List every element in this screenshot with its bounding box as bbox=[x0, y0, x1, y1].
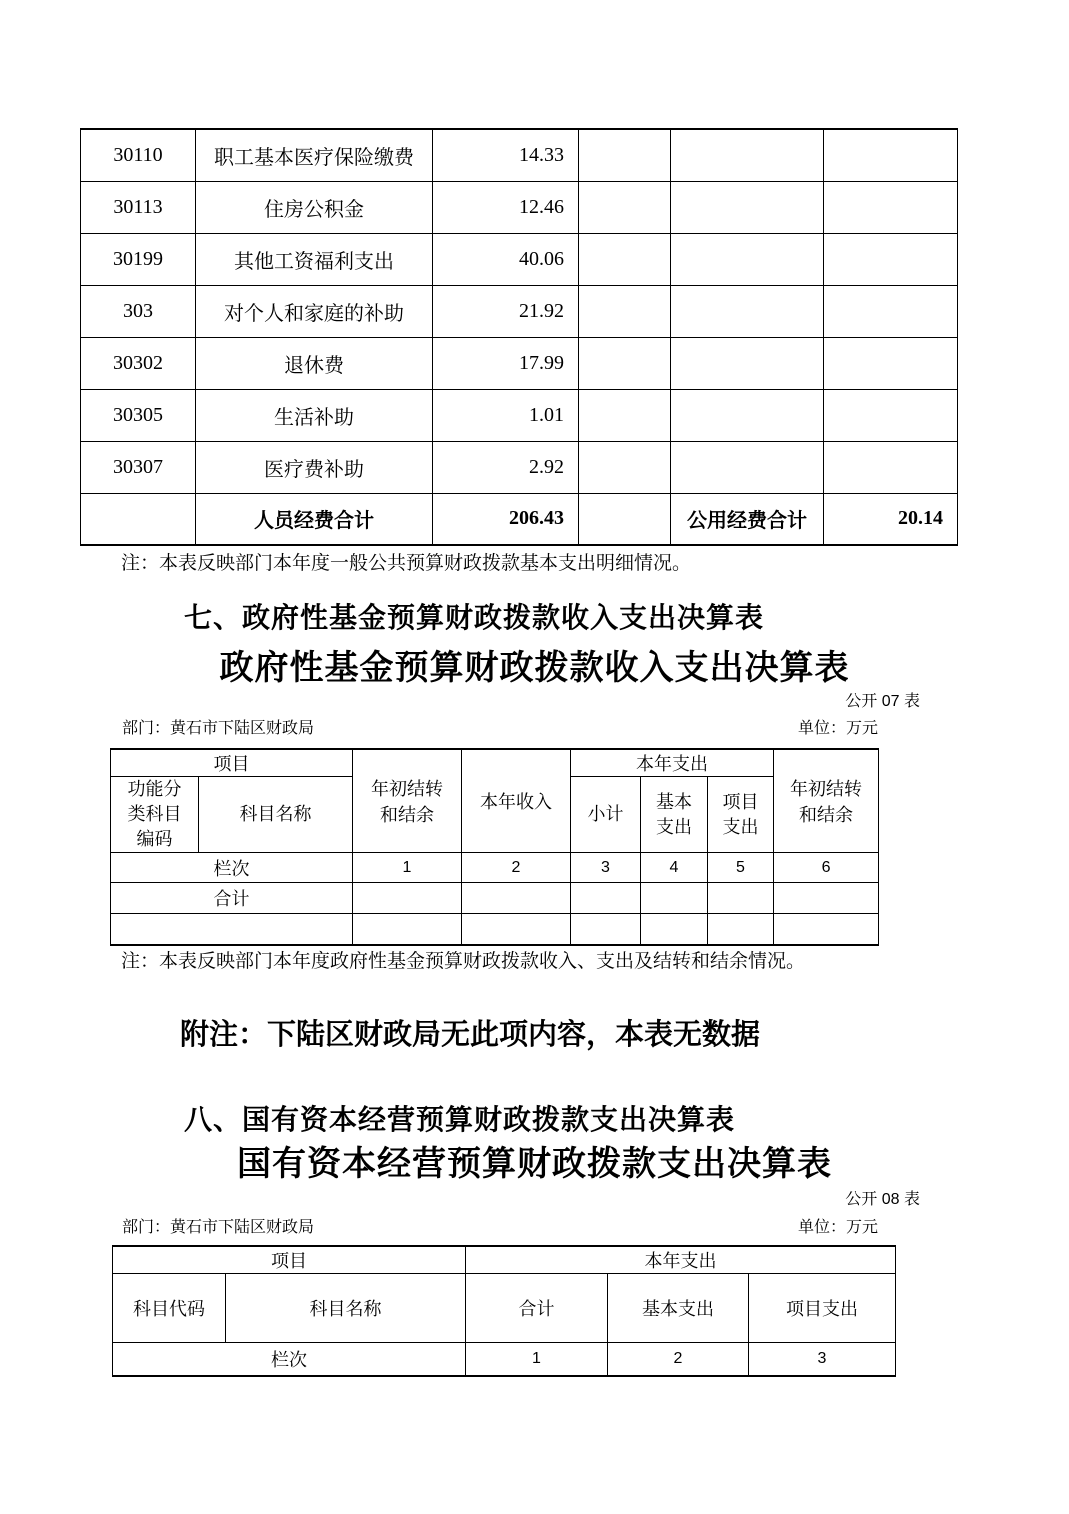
empty-cell bbox=[579, 441, 671, 493]
empty-cell bbox=[824, 441, 958, 493]
header-row-2 bbox=[113, 1274, 896, 1343]
table-row bbox=[81, 233, 958, 285]
empty-cell bbox=[579, 129, 671, 181]
empty-cell bbox=[579, 233, 671, 285]
subject-name: 职工基本医疗保险缴费 bbox=[196, 129, 433, 181]
empty-cell bbox=[579, 389, 671, 441]
subject-value: 2.92 bbox=[433, 441, 579, 493]
section8-heading: 八、国有资本经营预算财政拨款支出决算表 bbox=[184, 1104, 736, 1135]
subject-code: 30199 bbox=[81, 233, 196, 285]
column-number: 2 bbox=[608, 1343, 749, 1376]
project-expense-header: 项目支出 bbox=[708, 777, 774, 853]
section8-meta-row bbox=[122, 1214, 878, 1237]
table-row bbox=[81, 389, 958, 441]
empty-row bbox=[111, 914, 879, 945]
subject-code: 30113 bbox=[81, 181, 196, 233]
empty-cell bbox=[462, 914, 571, 945]
subtotal-header: 小计 bbox=[571, 777, 641, 853]
unit-label: 单位：万元 bbox=[797, 720, 878, 737]
empty-cell bbox=[824, 389, 958, 441]
subject-code: 30305 bbox=[81, 389, 196, 441]
empty-cell bbox=[571, 883, 641, 914]
column-number: 1 bbox=[466, 1343, 608, 1376]
table-row bbox=[81, 337, 958, 389]
personnel-total-label: 人员经费合计 bbox=[196, 493, 433, 545]
empty-cell bbox=[824, 129, 958, 181]
total-row bbox=[111, 883, 879, 914]
unit-label: 单位：万元 bbox=[797, 1219, 878, 1236]
project-header: 项目 bbox=[111, 749, 353, 777]
subject-value: 14.33 bbox=[433, 129, 579, 181]
public-total-value: 20.14 bbox=[824, 493, 958, 545]
annotation-no-data: 附注：下陆区财政局无此项内容，本表无数据 bbox=[180, 1019, 761, 1051]
section7-heading: 七、政府性基金预算财政拨款收入支出决算表 bbox=[184, 602, 765, 633]
empty-cell bbox=[774, 914, 879, 945]
table-row bbox=[81, 441, 958, 493]
empty-cell bbox=[81, 493, 196, 545]
empty-cell bbox=[671, 337, 824, 389]
subject-name: 住房公积金 bbox=[196, 181, 433, 233]
basic-expenditure-table bbox=[80, 128, 958, 546]
column-number: 3 bbox=[749, 1343, 896, 1376]
column-index-row bbox=[113, 1343, 896, 1376]
basic-expense-header: 基本支出 bbox=[641, 777, 708, 853]
current-expense-header: 本年支出 bbox=[466, 1246, 896, 1274]
government-fund-table bbox=[110, 748, 879, 946]
empty-cell bbox=[579, 493, 671, 545]
subject-code-header: 科目代码 bbox=[113, 1274, 226, 1343]
table-row bbox=[81, 285, 958, 337]
table-row bbox=[81, 129, 958, 181]
empty-cell bbox=[671, 233, 824, 285]
lanci-label: 栏次 bbox=[113, 1343, 466, 1376]
opening-balance-header: 年初结转和结余 bbox=[353, 749, 462, 853]
empty-cell bbox=[671, 181, 824, 233]
total-header: 合计 bbox=[466, 1274, 608, 1343]
empty-cell bbox=[111, 914, 353, 945]
empty-cell bbox=[708, 914, 774, 945]
empty-cell bbox=[671, 129, 824, 181]
empty-cell bbox=[641, 914, 708, 945]
current-income-header: 本年收入 bbox=[462, 749, 571, 853]
subject-name: 医疗费补助 bbox=[196, 441, 433, 493]
subject-code: 303 bbox=[81, 285, 196, 337]
subject-name-header: 科目名称 bbox=[226, 1274, 466, 1343]
public-total-label: 公用经费合计 bbox=[671, 493, 824, 545]
column-number: 1 bbox=[353, 853, 462, 883]
section8-table-label: 公开 08 表 bbox=[845, 1191, 920, 1208]
totals-row bbox=[81, 493, 958, 545]
empty-cell bbox=[671, 441, 824, 493]
header-row-1 bbox=[113, 1246, 896, 1274]
department-label: 部门：黄石市下陆区财政局 bbox=[122, 720, 315, 737]
current-expense-header: 本年支出 bbox=[571, 749, 774, 777]
basic-expense-header: 基本支出 bbox=[608, 1274, 749, 1343]
project-header: 项目 bbox=[113, 1246, 466, 1274]
column-number: 6 bbox=[774, 853, 879, 883]
table1-note: 注：本表反映部门本年度一般公共预算财政拨款基本支出明细情况。 bbox=[121, 553, 692, 574]
subject-name: 其他工资福利支出 bbox=[196, 233, 433, 285]
empty-cell bbox=[824, 181, 958, 233]
empty-cell bbox=[824, 337, 958, 389]
column-number: 5 bbox=[708, 853, 774, 883]
function-code-header: 功能分类科目编码 bbox=[111, 777, 199, 853]
empty-cell bbox=[708, 883, 774, 914]
total-label: 合计 bbox=[111, 883, 353, 914]
section7-meta-row bbox=[122, 715, 878, 738]
empty-cell bbox=[579, 337, 671, 389]
empty-cell bbox=[641, 883, 708, 914]
column-index-row bbox=[111, 853, 879, 883]
closing-balance-header: 年初结转和结余 bbox=[774, 749, 879, 853]
empty-cell bbox=[824, 233, 958, 285]
header-row-1 bbox=[111, 749, 879, 777]
subject-value: 12.46 bbox=[433, 181, 579, 233]
empty-cell bbox=[462, 883, 571, 914]
column-number: 2 bbox=[462, 853, 571, 883]
subject-name: 生活补助 bbox=[196, 389, 433, 441]
subject-name: 对个人和家庭的补助 bbox=[196, 285, 433, 337]
lanci-label: 栏次 bbox=[111, 853, 353, 883]
empty-cell bbox=[774, 883, 879, 914]
subject-code: 30302 bbox=[81, 337, 196, 389]
empty-cell bbox=[571, 914, 641, 945]
empty-cell bbox=[671, 389, 824, 441]
empty-cell bbox=[579, 285, 671, 337]
subject-code: 30110 bbox=[81, 129, 196, 181]
table-row bbox=[81, 181, 958, 233]
project-expense-header: 项目支出 bbox=[749, 1274, 896, 1343]
section7-table-title: 政府性基金预算财政拨款收入支出决算表 bbox=[219, 649, 850, 687]
empty-cell bbox=[579, 181, 671, 233]
empty-cell bbox=[353, 914, 462, 945]
column-number: 4 bbox=[641, 853, 708, 883]
subject-name: 退休费 bbox=[196, 337, 433, 389]
table2-note: 注：本表反映部门本年度政府性基金预算财政拨款收入、支出及结转和结余情况。 bbox=[121, 951, 806, 972]
subject-code: 30307 bbox=[81, 441, 196, 493]
subject-value: 17.99 bbox=[433, 337, 579, 389]
column-number: 3 bbox=[571, 853, 641, 883]
personnel-total-value: 206.43 bbox=[433, 493, 579, 545]
state-capital-table bbox=[112, 1245, 896, 1377]
empty-cell bbox=[353, 883, 462, 914]
empty-cell bbox=[824, 285, 958, 337]
empty-cell bbox=[671, 285, 824, 337]
section7-table-label: 公开 07 表 bbox=[845, 693, 920, 710]
subject-name-header: 科目名称 bbox=[199, 777, 353, 853]
subject-value: 21.92 bbox=[433, 285, 579, 337]
subject-value: 1.01 bbox=[433, 389, 579, 441]
subject-value: 40.06 bbox=[433, 233, 579, 285]
section8-table-title: 国有资本经营预算财政拨款支出决算表 bbox=[237, 1145, 832, 1183]
department-label: 部门：黄石市下陆区财政局 bbox=[122, 1219, 315, 1236]
